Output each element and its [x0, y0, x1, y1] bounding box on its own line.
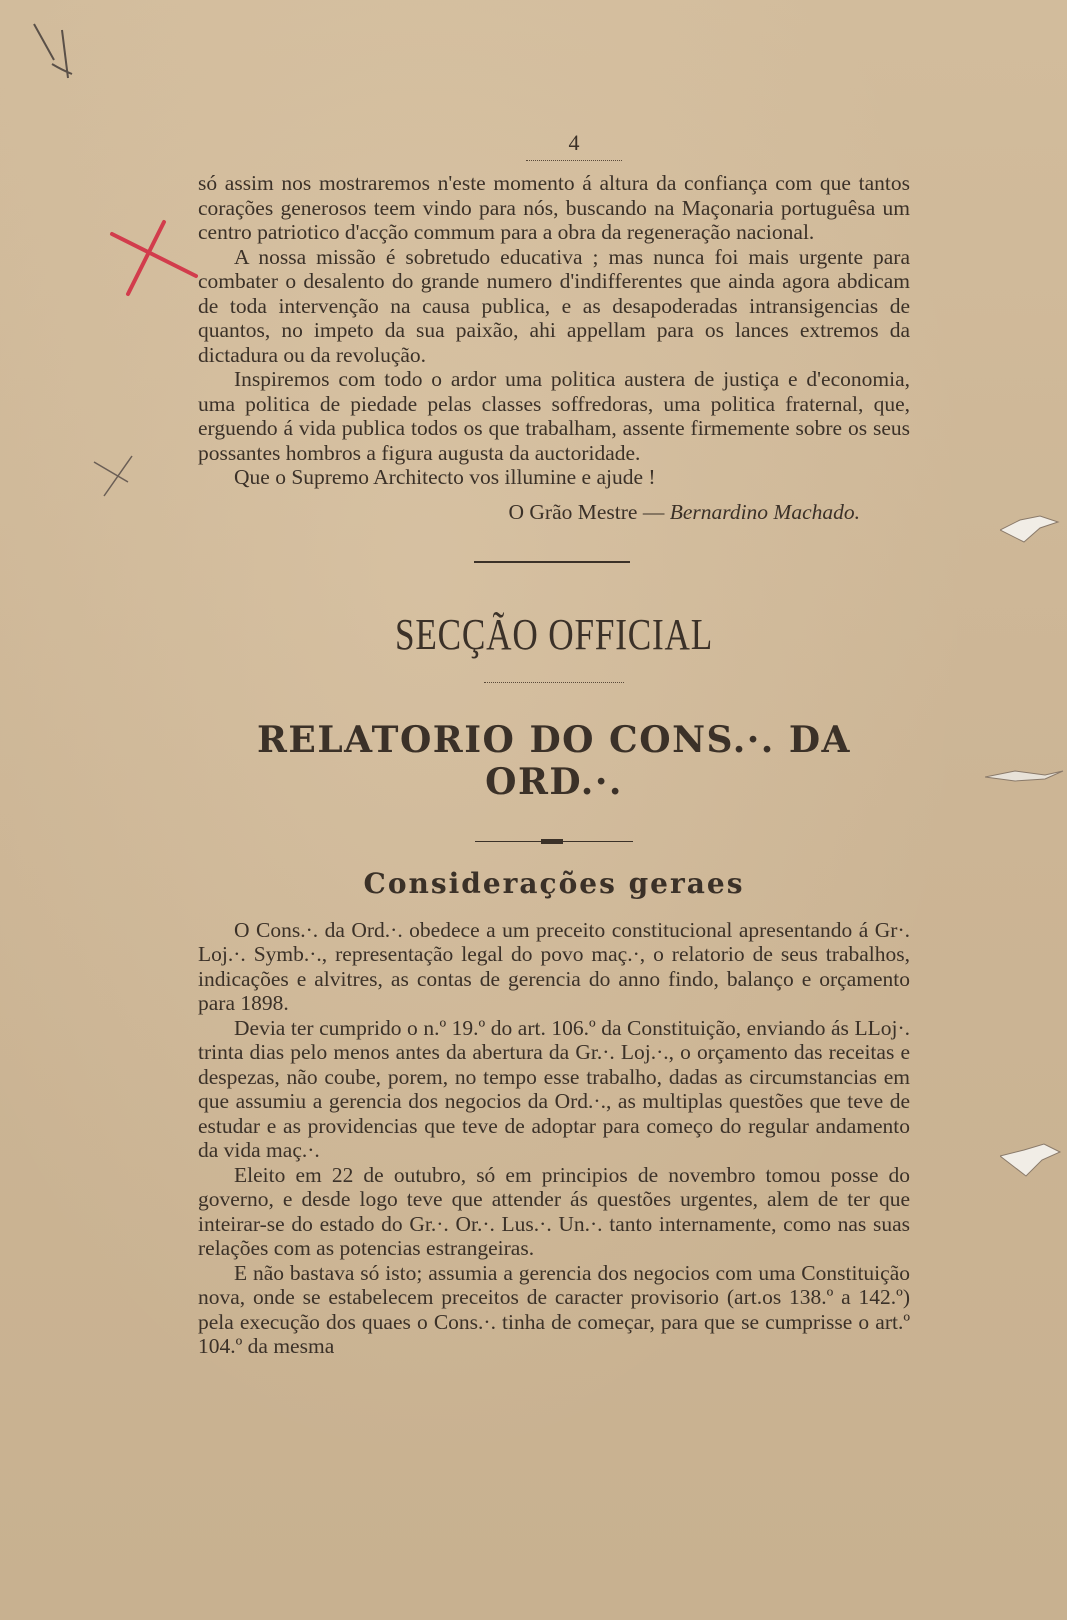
signature-title: O Grão Mestre —	[508, 499, 665, 524]
corner-pencil-mark	[28, 20, 84, 80]
section-divider	[474, 561, 630, 563]
pencil-x-mark	[92, 452, 136, 500]
page-number-rule	[526, 160, 622, 161]
text-column	[198, 130, 910, 1359]
report-paragraph-3: Eleito em 22 de outubro, só em principios de novembro tomou posse do governo, e desde logo teve que attender ás questões urgentes, alem de ter que inteirar-se do estado do Gr.·. Or.·. Lus.·. Un.·. tanto internamente, como nas suas relações com as potencias estrangeiras.	[198, 1162, 910, 1260]
paper-tear-2	[985, 765, 1065, 787]
paper-tear-3	[1000, 1140, 1062, 1182]
ornament-rule	[475, 839, 633, 845]
page-number: 4	[568, 130, 580, 155]
closing-line: Que o Supremo Architecto vos illumine e ajude !	[234, 465, 656, 489]
section-title: SECÇÃO OFFICIAL	[394, 609, 714, 659]
paragraph-2: A nossa missão é sobretudo educativa ; mas nunca foi mais urgente para combater o desalento do grande numero d'indifferentes que ainda agora abdicam de toda intervenção na causa publica, e as desapoderadas intransigencias de quantos, no impeto da sua paixão, ahi appellam para os lances extremos da dictadura ou da revolução.	[198, 244, 910, 367]
report-paragraph-4: E não bastava só isto; assumia a gerencia dos negocios com uma Constituição nova, onde se estabelecem preceitos de caracter provisorio (art.os 138.º a 142.º) pela execução dos quaes o Cons.·. tinha de começar, para que se cumprisse o art.º 104.º da mesma	[198, 1260, 910, 1358]
report-title: RELATORIO DO CONS.·. DA ORD.·.	[257, 718, 851, 803]
report-paragraph-2: Devia ter cumprido o n.º 19.º do art. 106.º da Constituição, enviando ás LLoj·. trinta dias pelo menos antes da abertura da Gr.·. Loj.·., o orçamento das receitas e despezas, não coube, porem, no tempo esse trabalho, dadas as circumstancias em que assumiu a gerencia dos negocios da Ord.·., as multiplas questões que teve de estudar e as providencias que teve de adoptar para começo do regular andamento da vida maç.·.	[198, 1015, 910, 1162]
section-dotted-rule	[484, 682, 624, 683]
red-cross-mark	[108, 218, 198, 298]
subsection-title: Considerações geraes	[363, 866, 745, 900]
paragraph-3: Inspiremos com todo o ardor uma politica austera de justiça e d'economia, uma politica de piedade pelas classes soffredoras, uma politica fraternal, que, erguendo á vida publica todos os que trabalham, assente firmemente sobre os seus possantes hombros a figura augusta da auctoridade.	[198, 367, 910, 465]
signature-name: Bernardino Machado.	[669, 499, 860, 524]
paragraph-1: só assim nos mostraremos n'este momento á altura da confiança com que tantos corações generosos teem vindo para nós, buscando na Maçonaria portuguêsa um centro patriotico d'acção commum para a obra da regeneração nacional.	[198, 171, 910, 244]
signature	[198, 500, 910, 525]
paper-tear-1	[1000, 510, 1060, 550]
report-paragraph-1: O Cons.·. da Ord.·. obedece a um preceito constitucional apresentando á Gr·. Loj.·. Symb.·., representação legal do povo maç.·, o relatorio de seus trabalhos, indicações e alvitres, as contas de gerencia do anno findo, balanço e orçamento para 1898.	[198, 917, 910, 1015]
